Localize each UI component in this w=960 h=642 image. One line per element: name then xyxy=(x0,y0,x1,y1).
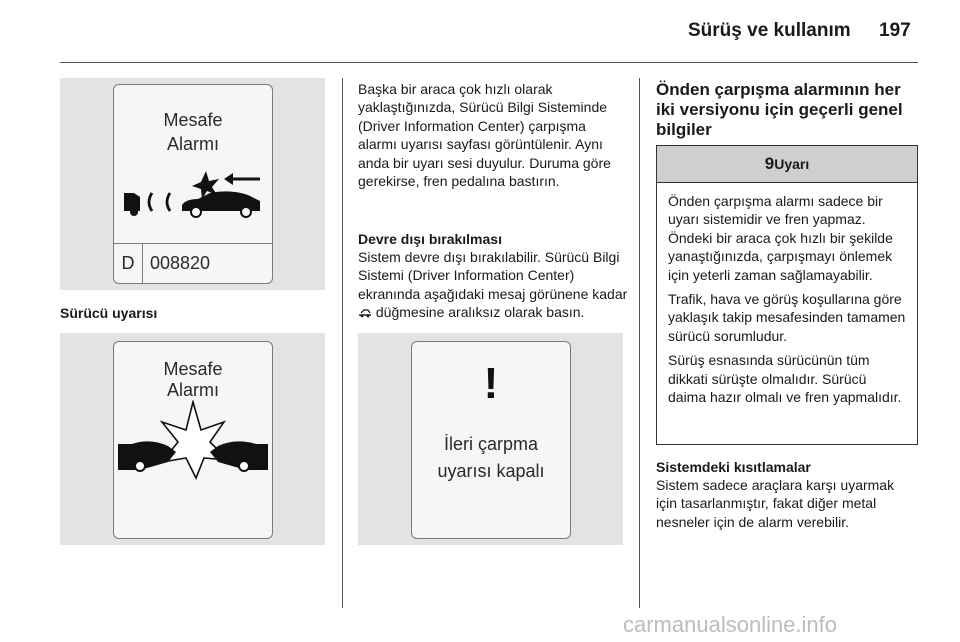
display-title-line2: Alarmı xyxy=(166,380,219,400)
section-title: Önden çarpışma alarmının her iki versiyonu için geçerli genel bilgiler xyxy=(656,80,903,139)
deactivation-paragraph xyxy=(358,248,630,322)
warning-header xyxy=(657,146,917,183)
figure-driver-warning xyxy=(60,333,325,545)
collision-warning-icon xyxy=(120,167,268,223)
figure-fca-off xyxy=(358,333,623,545)
figure-distance-alarm-display xyxy=(60,78,325,290)
display-divider xyxy=(114,243,272,244)
deactivation-text-part2: düğmesine aralıksız olarak basın. xyxy=(375,304,585,321)
display-panel xyxy=(113,84,273,284)
fca-off-line2: uyarısı kapalı xyxy=(437,461,545,481)
collision-alert-button-icon xyxy=(358,307,372,318)
warning-label: Uyarı xyxy=(774,156,810,172)
warning-box xyxy=(656,145,918,445)
watermark: carmanualsonline.info xyxy=(623,612,838,637)
deactivation-text-part1: Sistem devre dışı bırakılabilir. Sürücü Bilgi Sistemi (Driver Information Center) ekranında aşağıdaki mesaj görünene kadar xyxy=(358,249,628,302)
warning-display-panel xyxy=(113,341,273,539)
display-title-line2: Alarmı xyxy=(166,134,219,154)
running-header-title: Sürüş ve kullanım xyxy=(688,20,851,41)
crash-burst-icon xyxy=(116,400,270,480)
fca-off-display-panel xyxy=(411,341,571,539)
gear-indicator: D xyxy=(121,253,135,273)
limitations-paragraph: Sistem sadece araçlara karşı uyarmak için tasarlanmıştır, fakat diğer metal nesneler için de alarm verebilir. xyxy=(656,477,895,530)
exclamation-icon: ! xyxy=(483,359,499,408)
warning-triangle-icon: 9 xyxy=(764,154,775,173)
intro-paragraph: Başka bir araca çok hızlı olarak yaklaştığınızda, Sürücü Bilgi Sisteminde (Driver Information Center) çarpışma alarmı uyarısı sayfası görüntülenir. Aynı anda bir uyarı sesi duyulur. Duruma göre gerekirse, fren pedalına bastırın. xyxy=(358,81,611,190)
column-divider-left xyxy=(342,78,343,608)
display-title-line1: Mesafe xyxy=(163,110,223,130)
fca-off-line1: İleri çarpma xyxy=(443,434,539,454)
page-number: 197 xyxy=(879,20,911,41)
subheading-deactivation: Devre dışı bırakılması xyxy=(358,231,502,247)
warning-body xyxy=(657,183,917,406)
warning-paragraph-3: Sürüş esnasında sürücünün tüm dikkati sürüşte olmalıdır. Sürücü daima hazır olmalı ve fren yapmalıdır. xyxy=(668,352,902,406)
figure-caption: Sürücü uyarısı xyxy=(60,305,158,321)
warning-paragraph-2: Trafik, hava ve görüş koşullarına göre yaklaşık takip mesafesinden tamamen sürücü sorumludur. xyxy=(668,291,906,344)
subheading-limitations: Sistemdeki kısıtlamalar xyxy=(656,459,811,475)
column-divider-right xyxy=(639,78,640,608)
warning-paragraph-1: Önden çarpışma alarmı sadece bir uyarı sistemidir ve fren yapmaz. Öndeki bir araca çok hızlı bir şekilde yanaştığınızda, çarpışmayı önlemek için yeterli zaman sağlamayabilir. xyxy=(668,193,893,283)
header-rule xyxy=(60,62,918,63)
display-title-line1: Mesafe xyxy=(163,359,223,379)
odometer-value: 008820 xyxy=(150,253,211,273)
display-divider-vertical xyxy=(142,244,143,284)
